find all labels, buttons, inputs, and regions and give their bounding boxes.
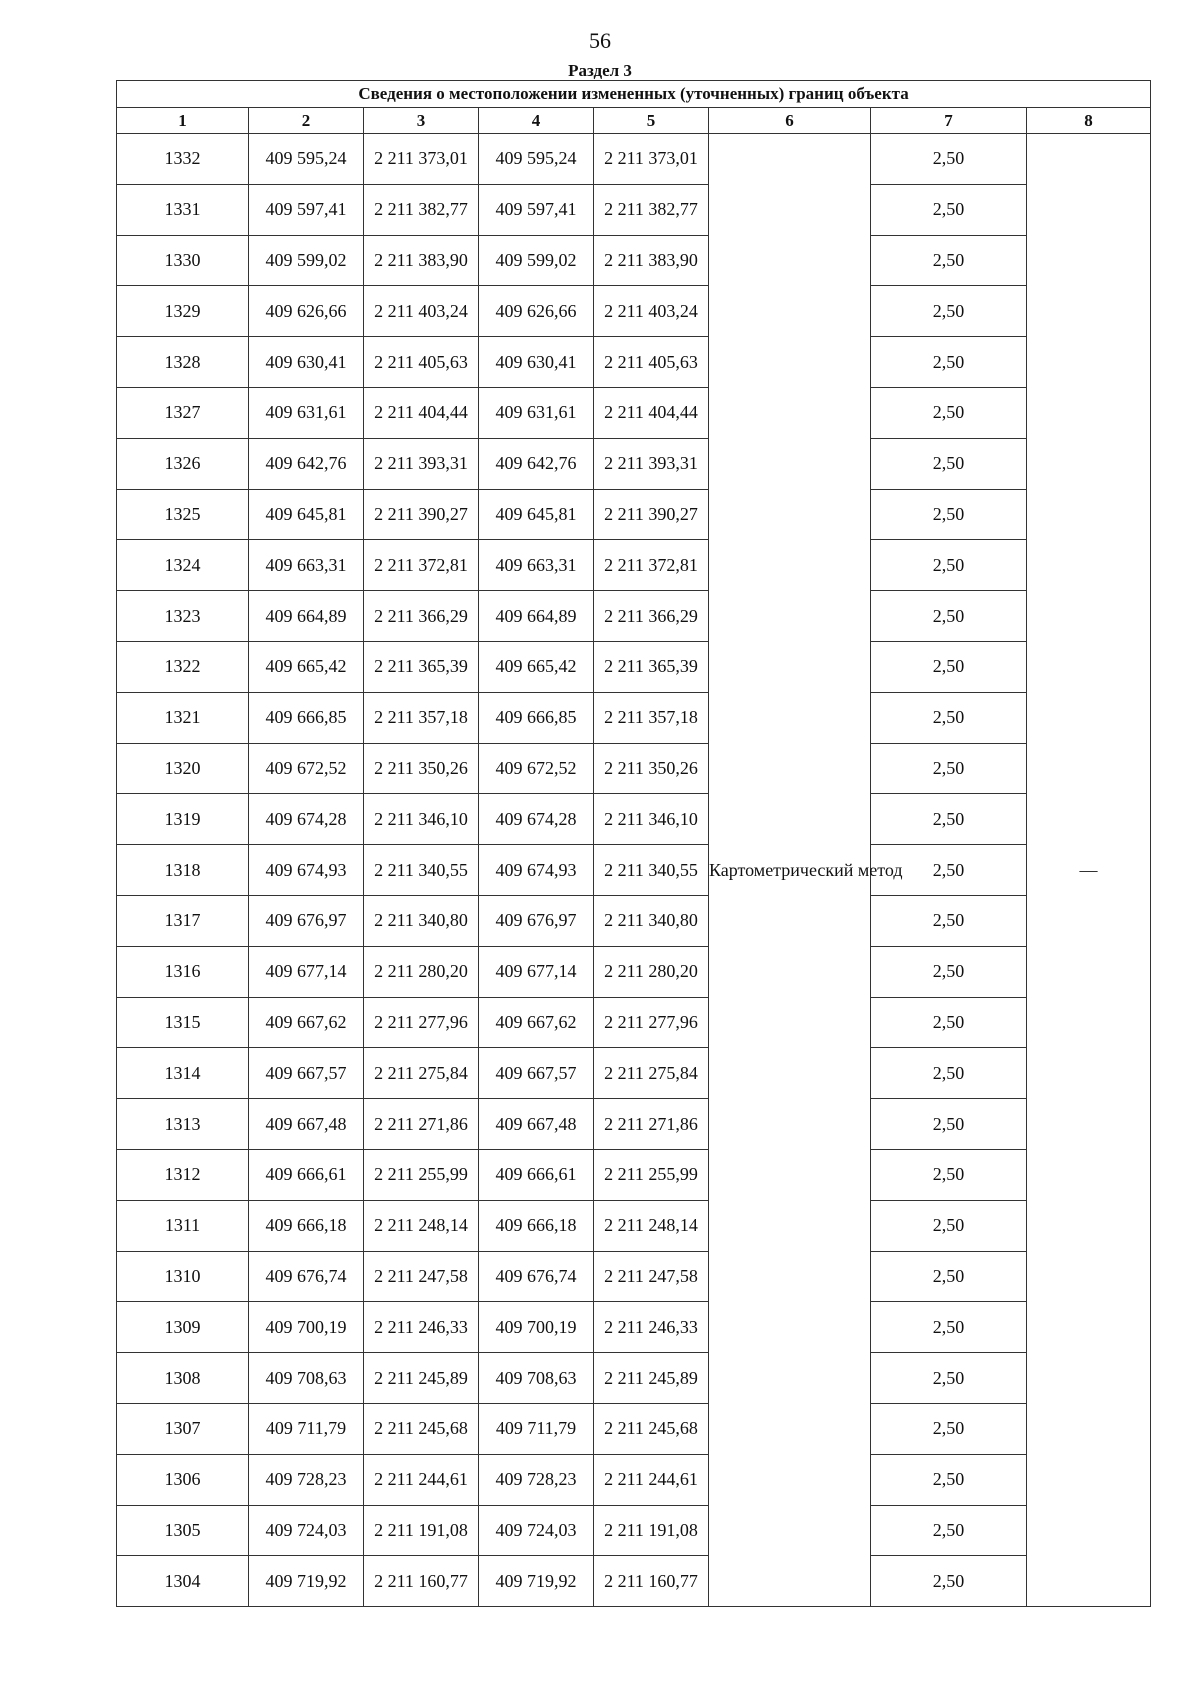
- accuracy-cell: 2,50: [871, 337, 1027, 388]
- refined-y-cell: 2 211 404,44: [594, 387, 709, 438]
- table-row: [117, 1048, 1151, 1099]
- existing-y-cell: 2 211 372,81: [364, 540, 479, 591]
- point-number-cell: 1309: [117, 1302, 249, 1353]
- refined-y-cell: 2 211 346,10: [594, 794, 709, 845]
- accuracy-cell: 2,50: [871, 692, 1027, 743]
- point-number-cell: 1310: [117, 1251, 249, 1302]
- refined-y-cell: 2 211 277,96: [594, 997, 709, 1048]
- point-number-cell: 1304: [117, 1556, 249, 1607]
- refined-y-cell: 2 211 271,86: [594, 1099, 709, 1150]
- refined-y-cell: 2 211 383,90: [594, 235, 709, 286]
- column-number: 6: [709, 108, 871, 134]
- refined-x-cell: 409 663,31: [479, 540, 594, 591]
- existing-x-cell: 409 667,57: [249, 1048, 364, 1099]
- table-row: [117, 946, 1151, 997]
- existing-x-cell: 409 672,52: [249, 743, 364, 794]
- table-row: [117, 1353, 1151, 1404]
- accuracy-cell: 2,50: [871, 1556, 1027, 1607]
- existing-y-cell: 2 211 382,77: [364, 184, 479, 235]
- existing-x-cell: 409 630,41: [249, 337, 364, 388]
- table-row: [117, 845, 1151, 896]
- existing-y-cell: 2 211 346,10: [364, 794, 479, 845]
- existing-y-cell: 2 211 244,61: [364, 1454, 479, 1505]
- accuracy-cell: 2,50: [871, 134, 1027, 185]
- existing-x-cell: 409 666,85: [249, 692, 364, 743]
- column-number: 1: [117, 108, 249, 134]
- point-number-cell: 1316: [117, 946, 249, 997]
- existing-y-cell: 2 211 246,33: [364, 1302, 479, 1353]
- column-number: 8: [1027, 108, 1151, 134]
- refined-y-cell: 2 211 350,26: [594, 743, 709, 794]
- existing-y-cell: 2 211 245,68: [364, 1403, 479, 1454]
- point-number-cell: 1321: [117, 692, 249, 743]
- method-cell: Картометрический метод: [709, 134, 871, 1607]
- table-row: [117, 591, 1151, 642]
- refined-x-cell: 409 626,66: [479, 286, 594, 337]
- accuracy-cell: 2,50: [871, 184, 1027, 235]
- refined-x-cell: 409 676,97: [479, 895, 594, 946]
- point-number-cell: 1314: [117, 1048, 249, 1099]
- table-row: [117, 438, 1151, 489]
- table-row: [117, 489, 1151, 540]
- existing-x-cell: 409 665,42: [249, 641, 364, 692]
- refined-y-cell: 2 211 390,27: [594, 489, 709, 540]
- accuracy-cell: 2,50: [871, 489, 1027, 540]
- table-row: [117, 134, 1151, 185]
- point-number-cell: 1322: [117, 641, 249, 692]
- point-number-cell: 1311: [117, 1200, 249, 1251]
- refined-x-cell: 409 672,52: [479, 743, 594, 794]
- point-number-cell: 1313: [117, 1099, 249, 1150]
- existing-y-cell: 2 211 350,26: [364, 743, 479, 794]
- accuracy-cell: 2,50: [871, 286, 1027, 337]
- table-row: [117, 997, 1151, 1048]
- existing-y-cell: 2 211 357,18: [364, 692, 479, 743]
- refined-y-cell: 2 211 357,18: [594, 692, 709, 743]
- point-number-cell: 1328: [117, 337, 249, 388]
- accuracy-cell: 2,50: [871, 540, 1027, 591]
- refined-x-cell: 409 665,42: [479, 641, 594, 692]
- refined-x-cell: 409 719,92: [479, 1556, 594, 1607]
- refined-y-cell: 2 211 191,08: [594, 1505, 709, 1556]
- table-row: [117, 1403, 1151, 1454]
- point-number-cell: 1323: [117, 591, 249, 642]
- refined-y-cell: 2 211 405,63: [594, 337, 709, 388]
- refined-x-cell: 409 642,76: [479, 438, 594, 489]
- column-number-row: [117, 108, 1151, 134]
- accuracy-cell: 2,50: [871, 895, 1027, 946]
- table-row: [117, 1099, 1151, 1150]
- existing-y-cell: 2 211 280,20: [364, 946, 479, 997]
- existing-x-cell: 409 674,28: [249, 794, 364, 845]
- table-row: [117, 1149, 1151, 1200]
- accuracy-cell: 2,50: [871, 1200, 1027, 1251]
- existing-y-cell: 2 211 390,27: [364, 489, 479, 540]
- table-caption: Сведения о местоположении измененных (уточненных) границ объекта: [117, 81, 1151, 108]
- column-number: 2: [249, 108, 364, 134]
- table-row: [117, 895, 1151, 946]
- existing-y-cell: 2 211 340,80: [364, 895, 479, 946]
- refined-x-cell: 409 664,89: [479, 591, 594, 642]
- column-number: 5: [594, 108, 709, 134]
- refined-x-cell: 409 666,18: [479, 1200, 594, 1251]
- existing-x-cell: 409 724,03: [249, 1505, 364, 1556]
- existing-x-cell: 409 597,41: [249, 184, 364, 235]
- section-title: Раздел 3: [568, 61, 632, 80]
- point-number-cell: 1306: [117, 1454, 249, 1505]
- table-row: [117, 1505, 1151, 1556]
- existing-y-cell: 2 211 365,39: [364, 641, 479, 692]
- accuracy-cell: 2,50: [871, 1099, 1027, 1150]
- existing-y-cell: 2 211 191,08: [364, 1505, 479, 1556]
- existing-x-cell: 409 595,24: [249, 134, 364, 185]
- note-cell: —: [1027, 134, 1151, 1607]
- table-row: [117, 743, 1151, 794]
- table-row: [117, 692, 1151, 743]
- accuracy-cell: 2,50: [871, 1302, 1027, 1353]
- table-row: [117, 540, 1151, 591]
- refined-y-cell: 2 211 372,81: [594, 540, 709, 591]
- refined-y-cell: 2 211 247,58: [594, 1251, 709, 1302]
- accuracy-cell: 2,50: [871, 235, 1027, 286]
- column-number: 7: [871, 108, 1027, 134]
- refined-y-cell: 2 211 373,01: [594, 134, 709, 185]
- refined-y-cell: 2 211 280,20: [594, 946, 709, 997]
- refined-x-cell: 409 674,93: [479, 845, 594, 896]
- existing-x-cell: 409 708,63: [249, 1353, 364, 1404]
- point-number-cell: 1305: [117, 1505, 249, 1556]
- refined-y-cell: 2 211 160,77: [594, 1556, 709, 1607]
- refined-y-cell: 2 211 246,33: [594, 1302, 709, 1353]
- table-row: [117, 1200, 1151, 1251]
- table-row: [117, 1454, 1151, 1505]
- accuracy-cell: 2,50: [871, 641, 1027, 692]
- existing-x-cell: 409 666,18: [249, 1200, 364, 1251]
- existing-y-cell: 2 211 255,99: [364, 1149, 479, 1200]
- refined-x-cell: 409 666,61: [479, 1149, 594, 1200]
- accuracy-cell: 2,50: [871, 1505, 1027, 1556]
- existing-x-cell: 409 626,66: [249, 286, 364, 337]
- existing-x-cell: 409 700,19: [249, 1302, 364, 1353]
- refined-y-cell: 2 211 244,61: [594, 1454, 709, 1505]
- refined-x-cell: 409 700,19: [479, 1302, 594, 1353]
- refined-y-cell: 2 211 340,55: [594, 845, 709, 896]
- accuracy-cell: 2,50: [871, 1251, 1027, 1302]
- existing-x-cell: 409 667,62: [249, 997, 364, 1048]
- refined-y-cell: 2 211 366,29: [594, 591, 709, 642]
- refined-y-cell: 2 211 382,77: [594, 184, 709, 235]
- existing-y-cell: 2 211 277,96: [364, 997, 479, 1048]
- existing-x-cell: 409 642,76: [249, 438, 364, 489]
- existing-y-cell: 2 211 340,55: [364, 845, 479, 896]
- refined-x-cell: 409 597,41: [479, 184, 594, 235]
- refined-x-cell: 409 676,74: [479, 1251, 594, 1302]
- accuracy-cell: 2,50: [871, 591, 1027, 642]
- refined-x-cell: 409 708,63: [479, 1353, 594, 1404]
- point-number-cell: 1329: [117, 286, 249, 337]
- accuracy-cell: 2,50: [871, 997, 1027, 1048]
- existing-x-cell: 409 667,48: [249, 1099, 364, 1150]
- table-row: [117, 387, 1151, 438]
- refined-x-cell: 409 667,62: [479, 997, 594, 1048]
- existing-y-cell: 2 211 275,84: [364, 1048, 479, 1099]
- table-row: [117, 1302, 1151, 1353]
- refined-x-cell: 409 728,23: [479, 1454, 594, 1505]
- table-row: [117, 235, 1151, 286]
- existing-y-cell: 2 211 248,14: [364, 1200, 479, 1251]
- point-number-cell: 1307: [117, 1403, 249, 1454]
- refined-y-cell: 2 211 248,14: [594, 1200, 709, 1251]
- existing-x-cell: 409 677,14: [249, 946, 364, 997]
- accuracy-cell: 2,50: [871, 438, 1027, 489]
- existing-y-cell: 2 211 373,01: [364, 134, 479, 185]
- refined-x-cell: 409 667,57: [479, 1048, 594, 1099]
- point-number-cell: 1308: [117, 1353, 249, 1404]
- accuracy-cell: 2,50: [871, 1403, 1027, 1454]
- accuracy-cell: 2,50: [871, 387, 1027, 438]
- accuracy-cell: 2,50: [871, 1048, 1027, 1099]
- refined-x-cell: 409 667,48: [479, 1099, 594, 1150]
- existing-x-cell: 409 663,31: [249, 540, 364, 591]
- table-row: [117, 286, 1151, 337]
- point-number-cell: 1318: [117, 845, 249, 896]
- table-row: [117, 184, 1151, 235]
- existing-y-cell: 2 211 383,90: [364, 235, 479, 286]
- existing-y-cell: 2 211 366,29: [364, 591, 479, 642]
- refined-y-cell: 2 211 340,80: [594, 895, 709, 946]
- refined-x-cell: 409 599,02: [479, 235, 594, 286]
- table-row: [117, 337, 1151, 388]
- column-number: 4: [479, 108, 594, 134]
- table-row: [117, 641, 1151, 692]
- accuracy-cell: 2,50: [871, 743, 1027, 794]
- column-number: 3: [364, 108, 479, 134]
- existing-y-cell: 2 211 405,63: [364, 337, 479, 388]
- existing-y-cell: 2 211 403,24: [364, 286, 479, 337]
- page-number: 56: [589, 28, 611, 53]
- refined-x-cell: 409 631,61: [479, 387, 594, 438]
- existing-x-cell: 409 599,02: [249, 235, 364, 286]
- coordinates-table: [116, 80, 1151, 1607]
- point-number-cell: 1320: [117, 743, 249, 794]
- existing-y-cell: 2 211 160,77: [364, 1556, 479, 1607]
- accuracy-cell: 2,50: [871, 1353, 1027, 1404]
- accuracy-cell: 2,50: [871, 845, 1027, 896]
- existing-x-cell: 409 666,61: [249, 1149, 364, 1200]
- accuracy-cell: 2,50: [871, 794, 1027, 845]
- refined-y-cell: 2 211 275,84: [594, 1048, 709, 1099]
- refined-x-cell: 409 677,14: [479, 946, 594, 997]
- point-number-cell: 1319: [117, 794, 249, 845]
- refined-y-cell: 2 211 245,89: [594, 1353, 709, 1404]
- point-number-cell: 1315: [117, 997, 249, 1048]
- existing-y-cell: 2 211 404,44: [364, 387, 479, 438]
- existing-y-cell: 2 211 271,86: [364, 1099, 479, 1150]
- point-number-cell: 1312: [117, 1149, 249, 1200]
- existing-y-cell: 2 211 245,89: [364, 1353, 479, 1404]
- existing-x-cell: 409 674,93: [249, 845, 364, 896]
- existing-x-cell: 409 676,74: [249, 1251, 364, 1302]
- refined-y-cell: 2 211 365,39: [594, 641, 709, 692]
- point-number-cell: 1327: [117, 387, 249, 438]
- existing-x-cell: 409 676,97: [249, 895, 364, 946]
- table-row: [117, 1251, 1151, 1302]
- refined-x-cell: 409 674,28: [479, 794, 594, 845]
- table-row: [117, 1556, 1151, 1607]
- existing-x-cell: 409 645,81: [249, 489, 364, 540]
- point-number-cell: 1331: [117, 184, 249, 235]
- refined-y-cell: 2 211 245,68: [594, 1403, 709, 1454]
- point-number-cell: 1326: [117, 438, 249, 489]
- point-number-cell: 1317: [117, 895, 249, 946]
- refined-y-cell: 2 211 255,99: [594, 1149, 709, 1200]
- accuracy-cell: 2,50: [871, 946, 1027, 997]
- refined-x-cell: 409 645,81: [479, 489, 594, 540]
- table-row: [117, 794, 1151, 845]
- existing-x-cell: 409 631,61: [249, 387, 364, 438]
- point-number-cell: 1325: [117, 489, 249, 540]
- refined-x-cell: 409 630,41: [479, 337, 594, 388]
- existing-x-cell: 409 711,79: [249, 1403, 364, 1454]
- existing-y-cell: 2 211 247,58: [364, 1251, 479, 1302]
- accuracy-cell: 2,50: [871, 1454, 1027, 1505]
- existing-x-cell: 409 664,89: [249, 591, 364, 642]
- refined-y-cell: 2 211 403,24: [594, 286, 709, 337]
- refined-x-cell: 409 711,79: [479, 1403, 594, 1454]
- existing-y-cell: 2 211 393,31: [364, 438, 479, 489]
- refined-y-cell: 2 211 393,31: [594, 438, 709, 489]
- existing-x-cell: 409 719,92: [249, 1556, 364, 1607]
- accuracy-cell: 2,50: [871, 1149, 1027, 1200]
- refined-x-cell: 409 595,24: [479, 134, 594, 185]
- point-number-cell: 1324: [117, 540, 249, 591]
- existing-x-cell: 409 728,23: [249, 1454, 364, 1505]
- refined-x-cell: 409 666,85: [479, 692, 594, 743]
- refined-x-cell: 409 724,03: [479, 1505, 594, 1556]
- point-number-cell: 1330: [117, 235, 249, 286]
- point-number-cell: 1332: [117, 134, 249, 185]
- table-body: [117, 134, 1151, 1607]
